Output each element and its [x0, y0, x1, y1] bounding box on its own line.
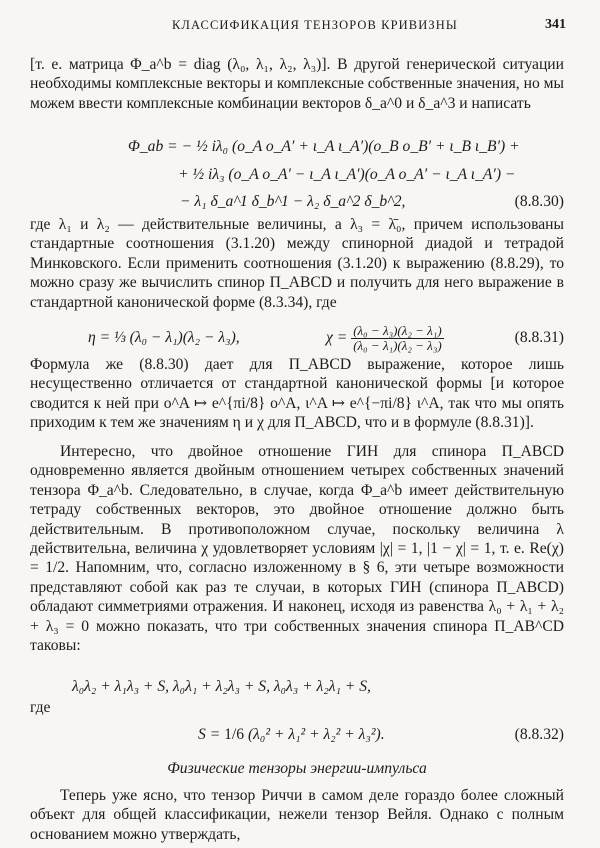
s-expression — [198, 718, 385, 752]
section-title: Физические тензоры энергии-импульса — [167, 760, 427, 777]
paragraph-2: где λ₁ и λ₂ — действительные величины, а λ₃ = λ̄₀, причем использованы стандартные соотношения (3.1.20) между спинорной диадой и тетрадой Минковского. Если применить соотношения (3.1.20) к выражению (8.8.29), то можно сразу же вычислить спинор Π_ABCD и получить для него выражение в стандартной канонической форме (8.3.34), где — [30, 216, 564, 311]
equation-line: + ½ iλ₃ (o_A o_A′ − ι_A ι_A′)(o_A o_A′ − ι_A ι_A′) − — [178, 166, 516, 183]
s-left: S = — [198, 726, 221, 743]
equation-label: (8.8.30) — [514, 193, 564, 210]
paragraph-3: Формула же (8.8.30) дает для Π_ABCD выражение, которое лишь несущественно отличается от стандартной канонической формы [и которое сводится к ней при o^A ↦ e^{πi/8} o^A, ι^A ↦ e^{−πi/8} ι^A, так что мы опять приходим к тем же значениям η и χ для Π_ABCD, что и в формуле (8.8.31)]. — [30, 356, 564, 432]
equation-line: − λ₁ δ_a^1 δ_b^1 − λ₂ δ_a^2 δ_b^2, — [180, 193, 406, 210]
page-number: 341 — [545, 17, 566, 32]
eta-expression: η = ⅓ (λ₀ − λ₁)(λ₂ − λ₃), — [88, 329, 240, 346]
chi-denominator: (λ₀ − λ₁)(λ₂ − λ₃) — [353, 337, 442, 353]
chi-expression — [326, 321, 444, 355]
equation-8-8-31 — [30, 321, 564, 355]
paragraph-1: [т. е. матрица Φ_a^b = diag (λ₀, λ₁, λ₂, λ₃)]. В другой генерической ситуации необходимы комплексные векторы и комплексные собственные значения, но мы можем ввести комплексные комбинации векторов δ_a^0 и δ_a^3 и написать — [30, 56, 564, 112]
equation-8-8-30-line-2 — [30, 160, 564, 189]
page-body — [30, 55, 564, 844]
s-coefficient: 1/6 — [224, 726, 245, 743]
chi-left: χ = — [326, 329, 348, 346]
equation-line: λ₀λ₂ + λ₁λ₃ + S, λ₀λ₁ + λ₂λ₃ + S, λ₀λ₃ + λ₂λ₁ + S, — [72, 678, 371, 695]
running-head: КЛАССИФИКАЦИЯ ТЕНЗОРОВ КРИВИЗНЫ — [172, 18, 458, 32]
paragraph-4: Интересно, что двойное отношение ГИН для спинора Π_ABCD одновременно является двойным отношением четырех собственных значений тензора Φ_a^b. Следовательно, в случае, когда Φ_a^b имеет действительную тетраду собственных векторов, это двойное отношение должно быть действительным. В противоположном случае, поскольку величина λ действительна, величина χ удовлетворяет условиям |χ| = 1, |1 − χ| = 1, т. е. Re(χ) = 1/2. Напомним, что, согласно изложенному в § 6, эти четыре возможности представляют собой как раз те случаи, в которых ГИН (спинора Π_ABCD) обладают симметриями отражения. И наконец, исходя из равенства λ₀ + λ₁ + λ₂ + λ₃ = 0 можно показать, что три собственных значения спинора Π_AB^CD таковы: — [30, 443, 564, 655]
equation-label: (8.8.31) — [514, 329, 564, 346]
equation-8-8-32 — [30, 718, 564, 752]
s-right: (λ₀² + λ₁² + λ₂² + λ₃²). — [247, 726, 385, 743]
equation-8-8-30-line-1 — [30, 133, 564, 160]
equation-label: (8.8.32) — [514, 726, 564, 743]
where-label: где — [30, 699, 51, 716]
chi-numerator: (λ₀ − λ₃)(λ₂ − λ₁) — [353, 322, 442, 338]
page-header — [0, 18, 600, 42]
paragraph-5: Теперь уже ясно, что тензор Риччи в самом деле гораздо более сложный объект для общей классификации, нежели тензор Вейля. Однако с полным основанием можно утверждать, — [30, 787, 564, 843]
eigenvalues-line — [30, 676, 564, 698]
equation-8-8-30-line-3 — [30, 189, 564, 215]
equation-line: Φ_ab = − ½ iλ₀ (o_A o_A′ + ι_A ι_A′)(o_B o_B′ + ι_B ι_B′) + — [128, 138, 520, 155]
chi-fraction — [351, 324, 443, 353]
